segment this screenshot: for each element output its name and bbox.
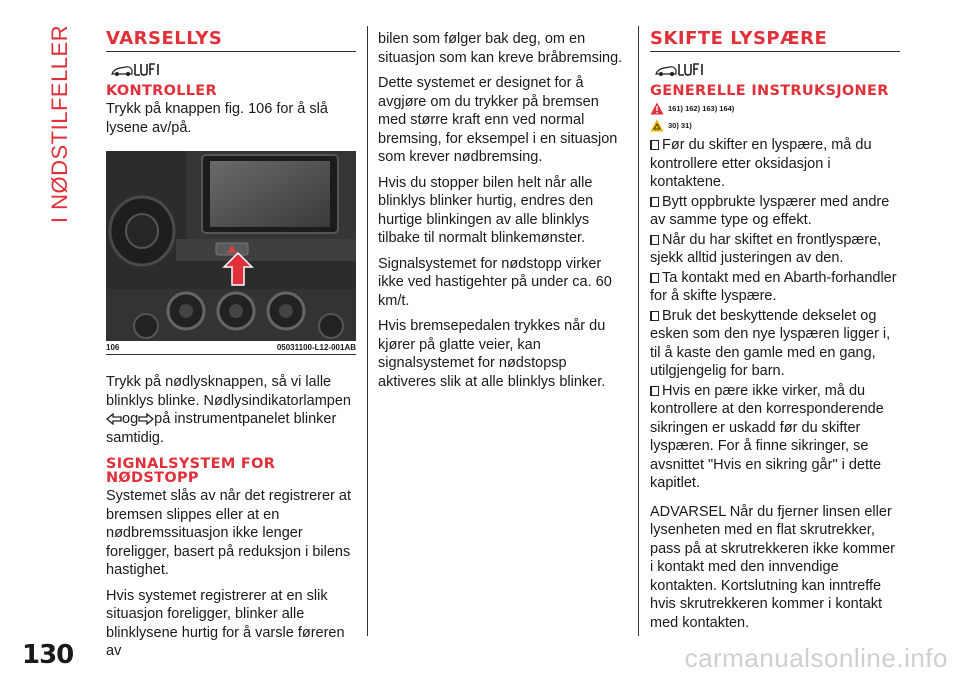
paragraph: bilen som følger bak deg, om en situasjon som kan kreve bråbremsing. [378, 31, 623, 66]
paragraph: Hvis systemet registrerer at en slik situasjon foreligger, blinker alle blinklysene hurtig for å varsle føreren av [106, 587, 345, 659]
page-number: 130 [22, 640, 74, 670]
car-model-icon [110, 60, 162, 78]
warning-triangle-icon [650, 102, 664, 115]
subsection-title-signalsystem: SIGNALSYSTEM FOR NØDSTOPP [106, 456, 276, 486]
list-item: Før du skifter en lyspære, må du kontrollere etter oksidasjon i kontaktene. [650, 137, 872, 190]
paragraph: Trykk på knappen fig. 106 for å slå lysene av/på. [106, 101, 328, 136]
column-1 [106, 28, 356, 668]
hazard-left-arrow-icon [106, 413, 122, 425]
dashboard-illustration [106, 151, 356, 341]
figure-hazard-button-photo [106, 151, 356, 341]
figure-caption [106, 343, 356, 355]
bullet-icon [650, 386, 659, 396]
list-item: Bruk det beskyttende dekselet og esken som den nye lyspæren ligger i, til å kaste den gamle med en gang, utilgjengelig for barn. [650, 307, 891, 379]
column-divider [367, 26, 368, 636]
figure-number: 106 [106, 343, 120, 352]
paragraph: Signalsystemet for nødstopp virker ikke ved hastigehter på under ca. 60 km/t. [378, 255, 612, 309]
warning-references: 161) 162) 163) 164) [650, 102, 900, 115]
caution-references: 30) 31) [650, 119, 900, 132]
list-item: Bytt oppbrukte lyspærer med andre av samme type og effekt. [650, 193, 890, 228]
section-title-skifte-lyspaere: SKIFTE LYSPÆRE [650, 28, 900, 52]
bullet-icon [650, 311, 659, 321]
figure-code: 05031100-L12-001AB [276, 343, 356, 352]
column-3 [650, 28, 900, 633]
bullet-icon [650, 273, 659, 283]
list-item: Når du har skiftet en frontlyspære, sjekk alltid justeringen av den. [650, 231, 882, 266]
caution-triangle-icon [650, 119, 664, 132]
subsection-title-generelle: GENERELLE INSTRUKSJONER [650, 83, 889, 99]
paragraph: Hvis bremsepedalen trykkes når du kjører på glatte veier, kan signalsystemet for nødstopsp aktiveres slik at alle blinklys blinker. [378, 318, 606, 390]
watermark: carmanualsonline.info [684, 643, 948, 673]
advarsel-paragraph: ADVARSEL Når du fjerner linsen eller lysenheten med en flat skrutrekker, pass på at skrutrekkeren ikke kommer i kontakt med den innvendige kontakten. Kortslutning kan inntreffe hvis skrutrekkeren kommer i kontakt med kontakten. [650, 503, 895, 631]
column-2 [378, 30, 628, 398]
column-divider [638, 26, 639, 636]
list-item: Ta kontakt med en Abarth-forhandler for å skifte lyspære. [650, 269, 897, 304]
bullet-icon [650, 140, 659, 150]
subsection-title-kontroller: KONTROLLER [106, 83, 217, 99]
list-item: Hvis en pære ikke virker, må du kontrollere at den korresponderende sikringen er uskadd før du skifter lyspæren. For å finne sikringer, se avsnittet "Hvis en sikring går" i dette kapitlet. [650, 382, 884, 491]
paragraph: Dette systemet er designet for å avgjøre om du trykker på bremsen med større kraft enn ved normal bremsing, for eksempel i en situasjon som krever nødbremsing. [378, 75, 618, 165]
section-title-varsellys: VARSELLYS [106, 28, 356, 52]
paragraph-hazard: Trykk på nødlysknappen, så vi lalle blinklys blinke. Nødlysindikatorlampen og på instrumentpanelet blinker samtidig. [106, 374, 351, 446]
chapter-side-title: I NØDSTILFELLER [47, 24, 72, 224]
paragraph: Systemet slås av når det registrerer at bremsen slippes eller at en nødbremssituasjon ikke lenger foreligger, basert på reduksjon i bilens hastighet. [106, 488, 351, 578]
bullet-icon [650, 197, 659, 207]
bullet-icon [650, 235, 659, 245]
hazard-right-arrow-icon [138, 413, 154, 425]
paragraph: Hvis du stopper bilen helt når alle blinklys blinker hurtig, endres den hurtige blinkingen av alle blinklys tilbake til normalt blinkemønster. [378, 174, 594, 246]
car-model-icon [654, 60, 706, 78]
